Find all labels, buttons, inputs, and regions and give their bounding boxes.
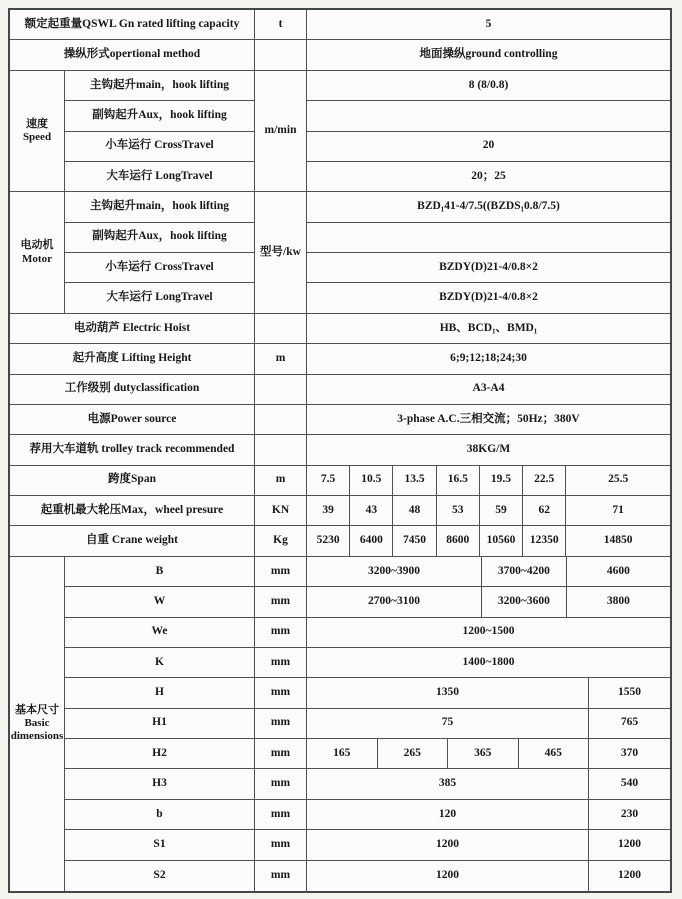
value-dim-H2-1: 165 (307, 739, 378, 769)
value-span-7: 25.5 (566, 466, 670, 496)
value-wheel-5: 59 (480, 496, 523, 526)
row-dim-H (65, 678, 670, 708)
group-dims-en1: Basic (24, 717, 50, 730)
section-motor (10, 192, 670, 314)
row-dim-S2 (65, 861, 670, 891)
value-dim-H2-4: 465 (519, 739, 590, 769)
value-dim-H1-2: 765 (589, 709, 670, 739)
unit-dim-H1: mm (255, 709, 307, 739)
value-wheel-6: 62 (523, 496, 566, 526)
value-rated-capacity: 5 (307, 10, 670, 40)
label-operational-method: 操纵形式opertional method (10, 40, 255, 70)
cells-dim-H3 (307, 769, 670, 799)
crane-weight-values (307, 526, 670, 556)
label-dim-H1: H1 (65, 709, 255, 739)
value-dim-H3-1: 385 (307, 769, 589, 799)
value-dim-W-2: 3200~3600 (482, 587, 567, 617)
value-dim-We-1: 1200~1500 (307, 618, 670, 648)
cells-dim-K (307, 648, 670, 678)
unit-dim-S1: mm (255, 830, 307, 860)
group-basic-dimensions (10, 557, 65, 891)
row-span (10, 466, 670, 496)
unit-dim-We: mm (255, 618, 307, 648)
label-electric-hoist: 电动葫芦 Electric Hoist (10, 314, 255, 344)
group-motor-en: Motor (22, 252, 52, 265)
unit-lifting-height: m (255, 344, 307, 374)
value-dim-B-2: 3700~4200 (482, 557, 567, 587)
value-dim-b-1: 120 (307, 800, 589, 830)
value-weight-4: 8600 (437, 526, 480, 556)
label-motor-cross-travel: 小车运行 CrossTravel (65, 253, 255, 283)
crane-spec-table (8, 8, 672, 893)
label-lifting-height: 起升高度 Lifting Height (10, 344, 255, 374)
unit-wheel-pressure: KN (255, 496, 307, 526)
group-dims-en2: dimensions (10, 730, 64, 743)
value-weight-3: 7450 (393, 526, 436, 556)
value-dim-S1-2: 1200 (589, 830, 670, 860)
value-span-4: 16.5 (437, 466, 480, 496)
label-dim-H3: H3 (65, 769, 255, 799)
value-dim-S2-1: 1200 (307, 861, 589, 891)
value-power-source: 3-phase A.C.三相交流；50Hz；380V (307, 405, 670, 435)
dimension-rows (65, 557, 670, 891)
cells-dim-S1 (307, 830, 670, 860)
row-duty-classification (10, 375, 670, 405)
value-dim-B-1: 3200~3900 (307, 557, 482, 587)
value-operational-method: 地面操纵ground controlling (307, 40, 670, 70)
value-speed-long-travel: 20；25 (307, 162, 670, 192)
value-dim-H-1: 1350 (307, 678, 589, 708)
unit-rated-capacity: t (255, 10, 307, 40)
value-weight-1: 5230 (307, 526, 350, 556)
cells-dim-We (307, 618, 670, 648)
speed-values (307, 71, 670, 193)
cells-dim-W (307, 587, 670, 617)
value-dim-S2-2: 1200 (618, 868, 642, 881)
section-basic-dimensions (10, 557, 670, 891)
unit-dim-H: mm (255, 678, 307, 708)
speed-labels (65, 71, 255, 193)
value-dim-S1-1: 1200 (307, 830, 589, 860)
value-wheel-1: 39 (307, 496, 350, 526)
label-dim-b: b (65, 800, 255, 830)
label-dim-H2: H2 (65, 739, 255, 769)
value-wheel-7: 71 (566, 496, 670, 526)
unit-electric-hoist (255, 314, 307, 344)
row-rated-capacity (10, 10, 670, 40)
value-motor-cross-travel: BZDY(D)21-4/0.8×2 (307, 253, 670, 283)
unit-dim-S2: mm (255, 861, 307, 891)
unit-span: m (255, 466, 307, 496)
row-crane-weight (10, 526, 670, 556)
row-lifting-height (10, 344, 670, 374)
label-speed-cross-travel: 小车运行 CrossTravel (65, 132, 255, 162)
wheel-pressure-values (307, 496, 670, 526)
value-speed-main-hook: 8 (8/0.8) (307, 71, 670, 101)
unit-dim-b: mm (255, 800, 307, 830)
row-dim-H2 (65, 739, 670, 769)
label-duty-classification: 工作级别 dutyclassification (10, 375, 255, 405)
value-wheel-3: 48 (393, 496, 436, 526)
group-motor (10, 192, 65, 314)
value-dim-H2-5: 370 (589, 739, 670, 769)
row-dim-H3 (65, 769, 670, 799)
group-speed (10, 71, 65, 193)
motor-values (307, 192, 670, 314)
label-dim-S1: S1 (65, 830, 255, 860)
value-weight-6: 12350 (523, 526, 566, 556)
label-trolley-track: 荐用大车道轨 trolley track recommended (10, 435, 255, 465)
label-dim-We: We (65, 618, 255, 648)
label-dim-H: H (65, 678, 255, 708)
value-dim-b-2: 230 (589, 800, 670, 830)
cells-dim-b (307, 800, 670, 830)
value-dim-H2-2: 265 (378, 739, 449, 769)
unit-crane-weight: Kg (255, 526, 307, 556)
value-span-1: 7.5 (307, 466, 350, 496)
cells-dim-H1 (307, 709, 670, 739)
unit-dim-W: mm (255, 587, 307, 617)
unit-motor: 型号/kw (255, 192, 307, 314)
value-dim-H1-1: 75 (307, 709, 589, 739)
value-span-3: 13.5 (393, 466, 436, 496)
motor-labels (65, 192, 255, 314)
value-weight-2: 6400 (350, 526, 393, 556)
value-duty-classification: A3-A4 (307, 375, 670, 405)
row-trolley-track (10, 435, 670, 465)
unit-speed: m/min (255, 71, 307, 193)
value-dim-H2-3: 365 (448, 739, 519, 769)
label-span: 跨度Span (10, 466, 255, 496)
row-power-source (10, 405, 670, 435)
label-crane-weight: 自重 Crane weight (10, 526, 255, 556)
row-dim-S1 (65, 830, 670, 860)
row-dim-H1 (65, 709, 670, 739)
value-electric-hoist: HB、BCD₁、BMD₁ (307, 314, 670, 344)
value-motor-main-hook: BZD₁41-4/7.5((BZDS₁0.8/7.5) (307, 192, 670, 222)
label-motor-aux-hook: 副钩起升Aux，hook lifting (65, 223, 255, 253)
unit-trolley-track (255, 435, 307, 465)
value-dim-W-3: 3800 (567, 587, 670, 617)
label-dim-W: W (65, 587, 255, 617)
value-wheel-4: 53 (437, 496, 480, 526)
label-speed-aux-hook: 副钩起升Aux，hook lifting (65, 101, 255, 131)
value-dim-H3-2: 540 (589, 769, 670, 799)
label-speed-main-hook: 主钩起升main，hook lifting (65, 71, 255, 101)
row-dim-b (65, 800, 670, 830)
row-operational-method (10, 40, 670, 70)
cells-dim-H (307, 678, 670, 708)
unit-duty-classification (255, 375, 307, 405)
label-motor-main-hook: 主钩起升main，hook lifting (65, 192, 255, 222)
unit-power-source (255, 405, 307, 435)
value-trolley-track: 38KG/M (307, 435, 670, 465)
unit-dim-H3: mm (255, 769, 307, 799)
group-speed-en: Speed (22, 131, 52, 143)
group-motor-zh: 电动机 (20, 239, 54, 252)
row-electric-hoist (10, 314, 670, 344)
value-weight-5: 10560 (480, 526, 523, 556)
value-span-5: 19.5 (480, 466, 523, 496)
label-dim-B: B (65, 557, 255, 587)
cells-dim-H2 (307, 739, 670, 769)
value-dim-K-1: 1400~1800 (307, 648, 670, 678)
label-dim-K: K (65, 648, 255, 678)
label-power-source: 电源Power source (10, 405, 255, 435)
row-dim-K (65, 648, 670, 678)
value-motor-aux-hook (307, 223, 670, 253)
unit-operational-method (255, 40, 307, 70)
value-speed-aux-hook (307, 101, 670, 131)
unit-dim-K: mm (255, 648, 307, 678)
label-speed-long-travel: 大车运行 LongTravel (65, 162, 255, 192)
unit-dim-B: mm (255, 557, 307, 587)
value-wheel-2: 43 (350, 496, 393, 526)
value-dim-B-3: 4600 (567, 557, 670, 587)
section-speed (10, 71, 670, 193)
label-motor-long-travel: 大车运行 LongTravel (65, 283, 255, 313)
row-dim-We (65, 618, 670, 648)
row-wheel-pressure (10, 496, 670, 526)
group-speed-zh: 速度 (26, 117, 48, 130)
group-dims-zh: 基本尺寸 (15, 704, 59, 717)
value-motor-long-travel: BZDY(D)21-4/0.8×2 (307, 283, 670, 313)
span-values (307, 466, 670, 496)
unit-dim-H2: mm (255, 739, 307, 769)
label-wheel-pressure: 起重机最大轮压Max，wheel presure (10, 496, 255, 526)
row-dim-B (65, 557, 670, 587)
value-dim-W-1: 2700~3100 (307, 587, 482, 617)
value-span-6: 22.5 (523, 466, 566, 496)
value-dim-H-2: 1550 (589, 678, 670, 708)
row-dim-W (65, 587, 670, 617)
cells-dim-S2 (307, 861, 670, 891)
value-speed-cross-travel: 20 (307, 132, 670, 162)
value-lifting-height: 6;9;12;18;24;30 (307, 344, 670, 374)
label-dim-S2: S2 (65, 861, 255, 891)
value-span-2: 10.5 (350, 466, 393, 496)
cells-dim-B (307, 557, 670, 587)
label-rated-capacity: 额定起重量QSWL Gn rated lifting capacity (10, 10, 255, 40)
value-weight-7: 14850 (566, 526, 670, 556)
